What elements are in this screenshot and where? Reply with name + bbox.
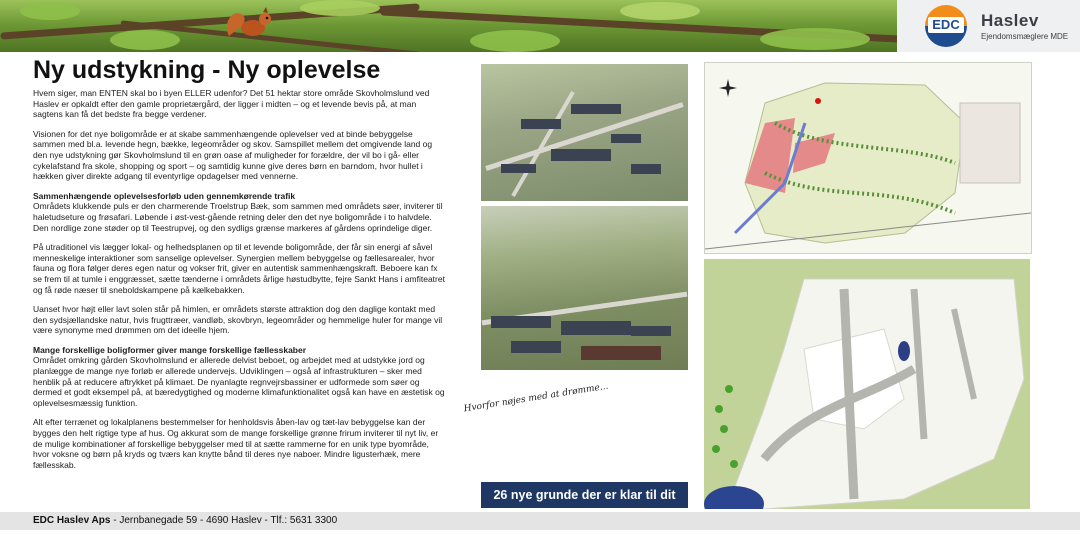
footer-contact bbox=[33, 515, 337, 526]
site-plan-map bbox=[704, 62, 1032, 254]
footer-separator: - bbox=[113, 515, 117, 526]
paragraph: Området omkring gården Skovholmslund er allerede delvist beboet, og arbejdet med at udstykke jord og planlægge de mange nye forløb er allerede undervejs. Udviklingen – også af infrastrukturen – sker med henblik på at reducere aftrykket på klimaet. De nyanlagte regnvejrsbassiner er udformede som søer og dermed et godt eksempel på, at bæredygtighed og moderne klimafunktionalitet også kan have en æstetisk og oplevelsesmæssig funktion. bbox=[33, 355, 445, 408]
header-banner-image bbox=[0, 0, 897, 52]
section-heading: Sammenhængende oplevelsesforløb uden gennemkørende trafik bbox=[33, 190, 296, 201]
aerial-photo-top bbox=[481, 64, 688, 201]
article-body bbox=[33, 88, 445, 479]
logo-mark: EDC bbox=[928, 17, 964, 33]
page-title: Ny udstykning - Ny oplevelse bbox=[33, 56, 381, 84]
plots-available-banner: 26 nye grunde der er klar til dit bbox=[481, 482, 688, 508]
footer-company: EDC Haslev Aps bbox=[33, 515, 111, 526]
footer-phone: Tlf.: 5631 3300 bbox=[270, 515, 338, 526]
footer-address: Jernbanegade 59 bbox=[119, 515, 198, 526]
brand-subtitle: Ejendomsmæglere MDE bbox=[981, 32, 1069, 41]
paragraph: Områdets klukkende puls er den charmerende Troelstrup Bæk, som sammen med områdets søer, inviterer til haletudseture og frøsafari. Løbende i øst-vest-gående retning deler den det nye boligområde i to halvdele. Den nordlige zone støder op til Teestrupvej, og den sydligs grænse markeres af gårdens oprindelige diger. bbox=[33, 201, 443, 233]
squirrel-icon bbox=[223, 6, 275, 40]
aerial-photo-bottom bbox=[481, 206, 688, 370]
paragraph: Uanset hvor højt eller lavt solen står på himlen, er områdets største attraktion dog den daglige kontakt med den sydsjællandske natur, hvis frugttræer, vandløb, skovbryn, legeområder og hemmelige huler for mange vil være synonyme med drømmen om det ideelle hjem. bbox=[33, 304, 443, 336]
edc-logo-icon bbox=[925, 5, 967, 47]
paragraph: Hvem siger, man ENTEN skal bo i byen ELLER udenfor? Det 51 hektar store område Skovholmslund ved Haslev er opkaldt efter den gamle proprietærgård, der ligger i midten – og et levende bevis på, at man sagtens kan få det bedste fra begge verdener. bbox=[33, 88, 430, 120]
paragraph: På utraditionel vis lægger lokal- og helhedsplanen op til et levende boligområde, der får sin energi af såvel menneskelige interaktioner som sanselige oplevelser. Synergien mellem bebyggelse og fællesarealer, hvor fauna og flora følger deres egen natur og vokser frit, giver en autentisk sammenhængskraft. Beboere kan fx se frem til at tumle i enggræsset, sætte tænderne i områdets årlige høstudbytte, fejre Sankt Hans i amfiteatret og få røde næser til sneboldskampene på kælkebakken. bbox=[33, 242, 445, 295]
paragraph: Visionen for det nye boligområde er at skabe sammenhængende oplevelser ved at binde bebyggelse sammen med bl.a. levende hegn, bække, legeområder og skov. Samspillet mellem det omgivende land og den nye udstykning gør Skovholmslund til en grøn oase af muligheder for forældre, der vil bo i gå- eller cykelafstand fra skole, shopping og sport – og samtidig kunne give deres børn en barndom, hvor hullet i hækken giver direkte adgang til eventyrlige opdagelser med vennerne. bbox=[33, 128, 433, 182]
section-heading: Mange forskellige boligformer giver mange forskellige fællesskaber bbox=[33, 344, 307, 355]
edc-logo-area bbox=[897, 0, 1080, 52]
paragraph: Alt efter terrænet og lokalplanens bestemmelser for henholdsvis åben-lav og tæt-lav bebyggelse kan der bygges den helt rigtige type af hus. Og akkurat som de mange forskellige grønne frirum inviterer til nyt liv, er de mulige kombinationer af forskellige bebyggelser med til at sætte rammerne for en unik type byområde, hvor voksne og børn på kryds og tværs kan knytte bånd til deres nye naboer. Mindre ligusterhæk, mere fællesskab. bbox=[33, 417, 439, 470]
footer-separator: - bbox=[199, 515, 204, 526]
footer-separator: - bbox=[264, 515, 268, 526]
plot-map bbox=[704, 259, 1030, 509]
brand-name: Haslev bbox=[981, 11, 1039, 30]
handwritten-tagline: Hvorfor nøjes med at drømme... bbox=[463, 381, 610, 415]
footer bbox=[0, 512, 1080, 530]
compass-icon bbox=[719, 79, 737, 97]
footer-city: 4690 Haslev bbox=[206, 515, 262, 526]
